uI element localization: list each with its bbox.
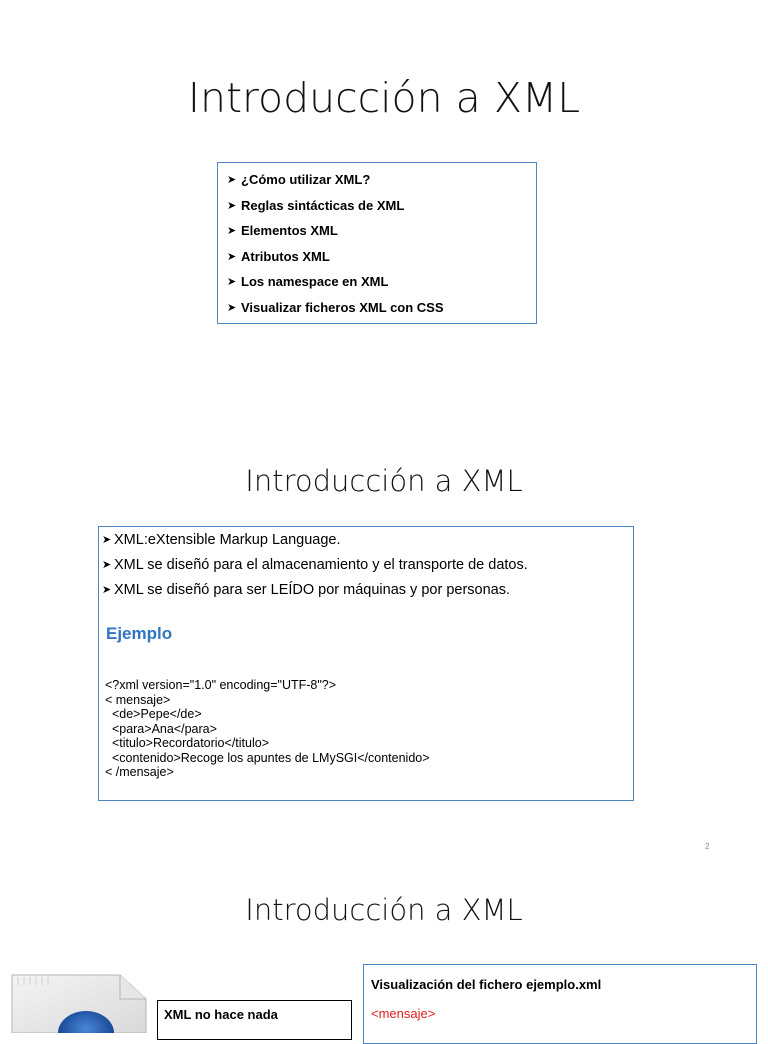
arrow-bullet-icon: ➤: [227, 276, 237, 289]
list-item: ➤ XML se diseñó para el almacenamiento y el transporte de datos.: [102, 556, 528, 573]
list-item: ➤ Los namespace en XML: [227, 274, 389, 290]
list-item: ➤ XML se diseñó para ser LEÍDO por máquinas y por personas.: [102, 581, 510, 598]
arrow-bullet-icon: ➤: [102, 559, 112, 571]
xml-file-icon: [10, 973, 150, 1033]
page-number: 2: [705, 842, 710, 851]
xml-note-box: [157, 1000, 352, 1040]
arrow-bullet-icon: ➤: [227, 225, 237, 238]
slide-3-title: Introducción a XML: [245, 893, 523, 927]
list-item: ➤ Reglas sintácticas de XML: [227, 197, 405, 213]
xml-note-label: XML no hace nada: [164, 1007, 278, 1022]
slide-1-title: Introducción a XML: [187, 74, 581, 122]
list-item: ➤ XML:eXtensible Markup Language.: [102, 531, 341, 548]
xml-example-code: <?xml version="1.0" encoding="UTF-8"?> < mensaje> <de>Pepe</de> <para>Ana</para> <titulo>Recordatorio</titulo> <contenido>Recoge los apuntes de LMySGI</contenido> < /mensaje>: [105, 678, 430, 779]
list-item: ➤ Elementos XML: [227, 223, 338, 239]
list-item: ➤ Atributos XML: [227, 248, 330, 264]
arrow-bullet-icon: ➤: [227, 174, 237, 187]
list-item: ➤ ¿Cómo utilizar XML?: [227, 172, 371, 188]
arrow-bullet-icon: ➤: [227, 250, 237, 263]
list-item: ➤ Visualizar ficheros XML con CSS: [227, 299, 444, 315]
viewer-title: Visualización del fichero ejemplo.xml: [371, 977, 602, 992]
example-heading: Ejemplo: [106, 624, 173, 643]
slide-2-title: Introducción a XML: [245, 464, 523, 498]
viewer-xml-line: <mensaje>: [371, 1006, 436, 1021]
arrow-bullet-icon: ➤: [102, 584, 112, 596]
arrow-bullet-icon: ➤: [227, 301, 237, 314]
viewer-box: [363, 964, 757, 1044]
arrow-bullet-icon: ➤: [102, 534, 112, 546]
arrow-bullet-icon: ➤: [227, 199, 237, 212]
